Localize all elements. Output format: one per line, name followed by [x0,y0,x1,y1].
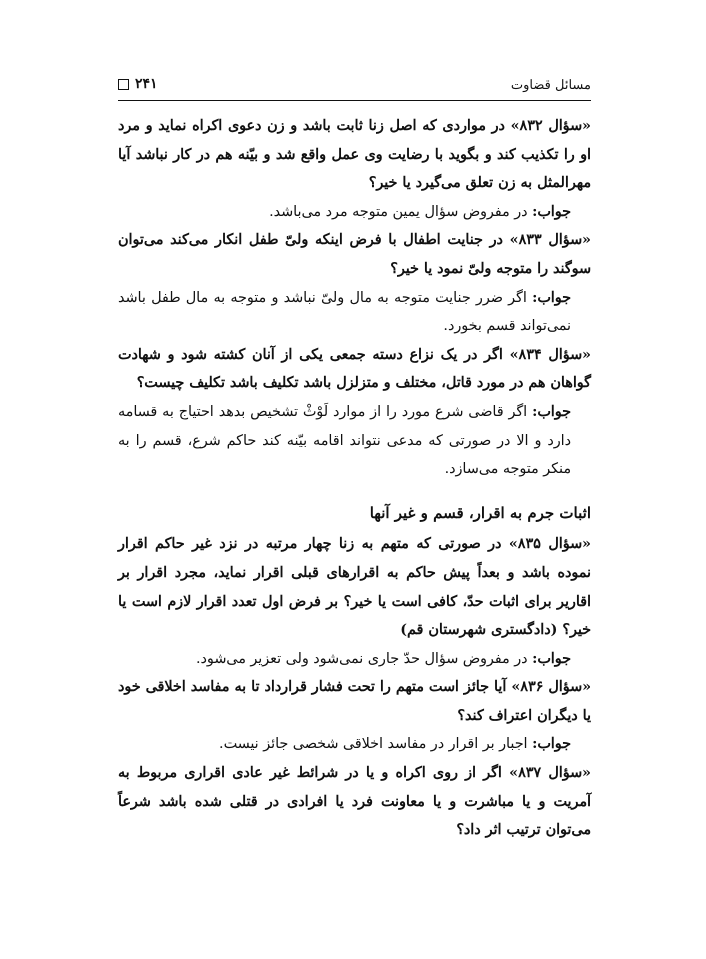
answer-label: جواب: [532,736,571,753]
square-box-icon [118,79,129,90]
running-title: مسائل قضاوت [510,78,591,93]
answer-text: اگر قاضی شرع مورد را از موارد لَوْثْ تشخیص بدهد احتیاج به قسامه دارد و الا در صورتی که مدعی نتواند اقامه بیّنه کند حاکم شرع، قسم را به منکر متوجه می‌سازد. [118,403,571,478]
question-paragraph [118,112,591,198]
question-text: در صورتی که متهم به زنا چهار مرتبه در نزد غیر حاکم اقرار نموده باشد و بعداً پیش حاکم به اقرارهای قبلی اقرار نماید، مجرد اقرار بر اقاریر برای اثبات حدّ، کافی است یا خیر؟ بر فرض اول تعدد اقرار لازم است یا خیر؟ (دادگستری شهرستان قم) [118,536,591,639]
question-paragraph [118,226,591,283]
answer-label: جواب: [532,203,571,220]
question-text: اگر از روی اکراه و یا در شرائط غیر عادی اقراری مربوط به آمریت و یا مباشرت و یا معاونت فرد یا افرادی در قتلی شده باشد شرعاً می‌توان ترتیب اثر داد؟ [118,765,591,839]
question-label: «سؤال ۸۳۶» [511,679,592,696]
answer-text: در مفروض سؤال حدّ جاری نمی‌شود ولی تعزیر می‌شود. [196,650,533,667]
question-label: «سؤال ۸۳۲» [510,118,591,134]
answer-paragraph [118,398,591,484]
answer-paragraph [118,645,591,674]
question-paragraph [118,673,591,730]
page-body [118,112,591,845]
question-text: اگر در یک نزاع دسته جمعی یکی از آنان کشته شود و شهادت گواهان هم در مورد قاتل، مختلف و متزلزل باشد تکلیف باشد تکلیف چیست؟ [118,346,591,392]
question-text: در جنایت اطفال با فرض اینکه ولیّ طفل انکار می‌کند می‌توان سوگند را متوجه ولیّ نمود یا خیر؟ [118,232,591,277]
answer-label: جواب: [532,403,571,420]
question-label: «سؤال ۸۳۳» [509,232,591,249]
page-number: ۲۴۱ [135,76,158,92]
answer-text: اجبار بر اقرار در مفاسد اخلاقی شخصی جائز نیست. [219,736,533,753]
question-label: «سؤال ۸۳۷» [509,765,591,782]
answer-text: در مفروض سؤال یمین متوجه مرد می‌باشد. [269,203,533,220]
answer-paragraph [118,730,591,759]
answer-label: جواب: [532,289,571,306]
question-text: در مواردی که اصل زنا ثابت باشد و زن دعوی اکراه نماید و مرد او را تکذیب کند و بگوید با رضایت وی عمل واقع شد و بیّنه هم در کار نباشد آیا مهرالمثل به زن تعلق می‌گیرد یا خیر؟ [118,118,591,192]
section-heading: اثبات جرم به اقرار، قسم و غیر آنها [369,503,591,522]
page-header [118,72,591,98]
answer-paragraph [118,198,591,227]
answer-paragraph [118,284,591,341]
question-paragraph [118,341,591,398]
question-text: آیا جائز است متهم را تحت فشار قرارداد تا به مفاسد اخلاقی خود یا دیگران اعتراف کند؟ [118,679,591,724]
question-label: «سؤال ۸۳۴» [509,346,591,363]
header-rule [118,100,591,101]
answer-text: اگر ضرر جنایت متوجه به مال ولیّ نباشد و متوجه به مال طفل باشد نمی‌تواند قسم بخورد. [118,289,571,335]
question-label: «سؤال ۸۳۵» [508,536,591,553]
answer-label: جواب: [532,650,571,667]
question-paragraph [118,759,591,845]
page-number-group [118,76,158,92]
question-paragraph [118,530,591,644]
